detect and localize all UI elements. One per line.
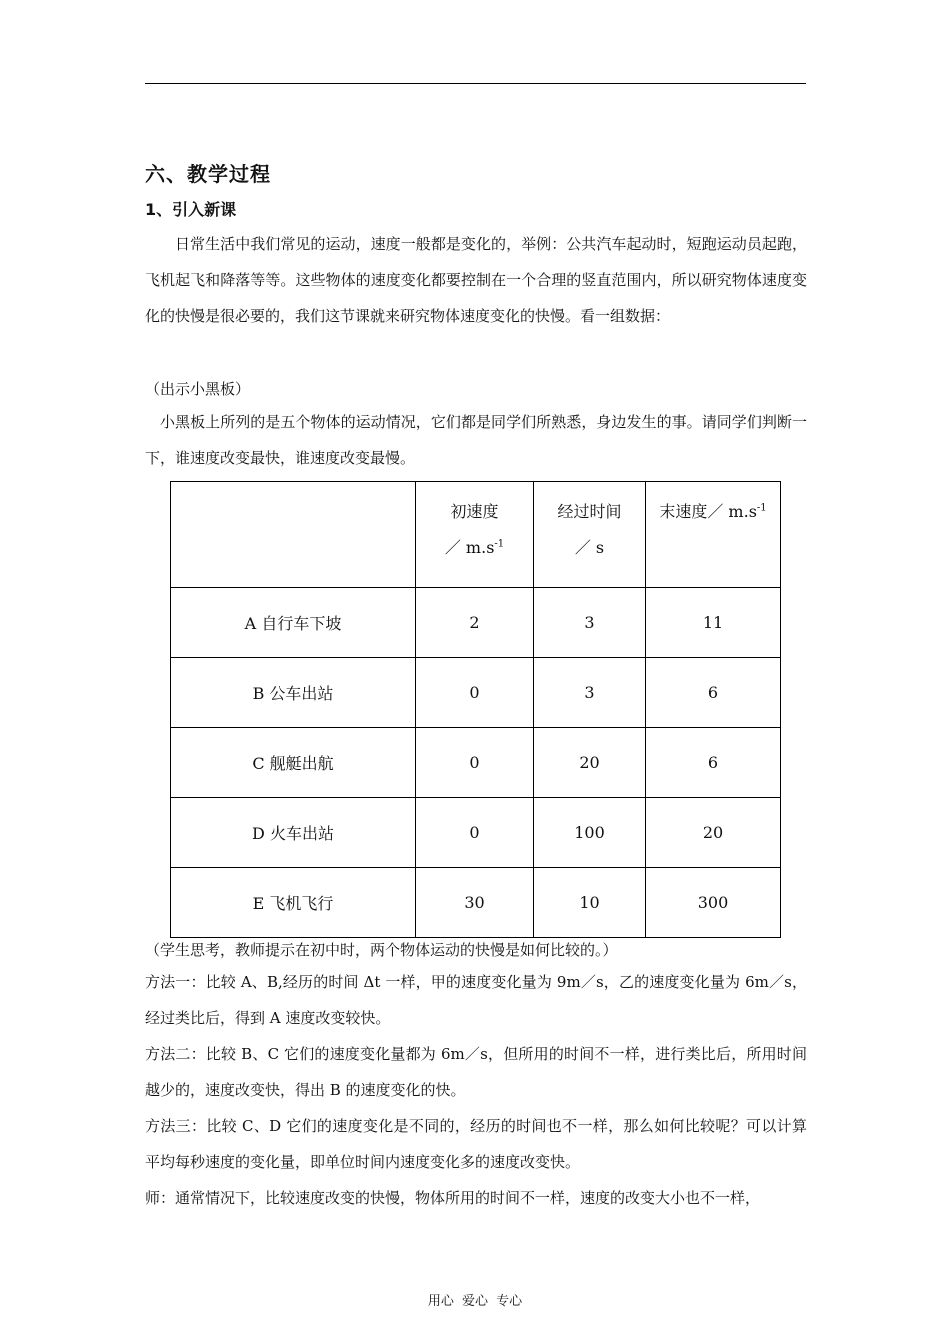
table-row (171, 798, 781, 868)
table-row (171, 588, 781, 658)
initial-velocity-cell: 0 (416, 798, 534, 868)
table-row (171, 728, 781, 798)
elapsed-time-cell: 100 (534, 798, 646, 868)
board-note: （出示小黑板） (145, 380, 251, 398)
table-header-row (171, 482, 781, 588)
table-header-elapsed-time (534, 482, 646, 588)
method-two-paragraph: 方法二：比较 B、C 它们的速度变化量都为 6m／s，但所用的时间不一样，进行类比后，所用时间越少的，速度改变快，得出 B 的速度变化的快。 (145, 1045, 807, 1099)
table-header-initial-velocity (416, 482, 534, 588)
board-paragraph: 小黑板上所列的是五个物体的运动情况，它们都是同学们所熟悉，身边发生的事。请同学们判断一下，谁速度改变最快，谁速度改变最慢。 (145, 413, 807, 467)
header-rule (145, 83, 806, 84)
elapsed-time-unit: ／ s (574, 538, 605, 557)
object-cell: D 火车出站 (171, 798, 416, 868)
elapsed-time-cell: 3 (534, 658, 646, 728)
table-row (171, 658, 781, 728)
page-footer: 用心 爱心 专心 (427, 1294, 523, 1309)
table-header-final-velocity (646, 482, 781, 588)
final-velocity-cell: 6 (646, 728, 781, 798)
motion-data-table (170, 481, 781, 938)
elapsed-time-cell: 3 (534, 588, 646, 658)
teacher-paragraph: 师：通常情况下，比较速度改变的快慢，物体所用的时间不一样，速度的改变大小也不一样， (145, 1189, 761, 1207)
object-cell: A 自行车下坡 (171, 588, 416, 658)
initial-velocity-cell: 30 (416, 868, 534, 938)
final-velocity-label: 末速度／ $m.s^{-1}$ (659, 502, 767, 521)
initial-velocity-cell: 0 (416, 658, 534, 728)
elapsed-time-cell: 20 (534, 728, 646, 798)
section-heading: 六、教学过程 (145, 162, 271, 186)
method-one-paragraph: 方法一：比较 A、B,经历的时间 Δt 一样，甲的速度变化量为 9m／s，乙的速度变化量为 6m／s，经过类比后，得到 A 速度改变较快。 (145, 973, 807, 1027)
initial-velocity-cell: 2 (416, 588, 534, 658)
object-cell: B 公车出站 (171, 658, 416, 728)
initial-velocity-cell: 0 (416, 728, 534, 798)
initial-velocity-label: 初速度 (450, 502, 499, 521)
table-row (171, 868, 781, 938)
object-cell: E 飞机飞行 (171, 868, 416, 938)
object-cell: C 舰艇出航 (171, 728, 416, 798)
student-note: （学生思考，教师提示在初中时，两个物体运动的快慢是如何比较的。） (145, 941, 618, 959)
final-velocity-cell: 300 (646, 868, 781, 938)
table-header-empty-cell (171, 482, 416, 588)
elapsed-time-label: 经过时间 (557, 502, 622, 521)
initial-velocity-unit: ／ $m.s^{-1}$ (444, 538, 505, 557)
final-velocity-cell: 20 (646, 798, 781, 868)
final-velocity-cell: 6 (646, 658, 781, 728)
elapsed-time-cell: 10 (534, 868, 646, 938)
subsection-heading: 1、引入新课 (145, 200, 237, 219)
final-velocity-cell: 11 (646, 588, 781, 658)
intro-paragraph: 日常生活中我们常见的运动，速度一般都是变化的，举例：公共汽车起动时，短跑运动员起跑，飞机起飞和降落等等。这些物体的速度变化都要控制在一个合理的竖直范围内，所以研究物体速度变化的快慢是很必要的，我们这节课就来研究物体速度变化的快慢。看一组数据： (145, 235, 807, 325)
method-three-paragraph: 方法三：比较 C、D 它们的速度变化是不同的，经历的时间也不一样，那么如何比较呢？可以计算平均每秒速度的变化量，即单位时间内速度变化多的速度改变快。 (145, 1117, 807, 1171)
